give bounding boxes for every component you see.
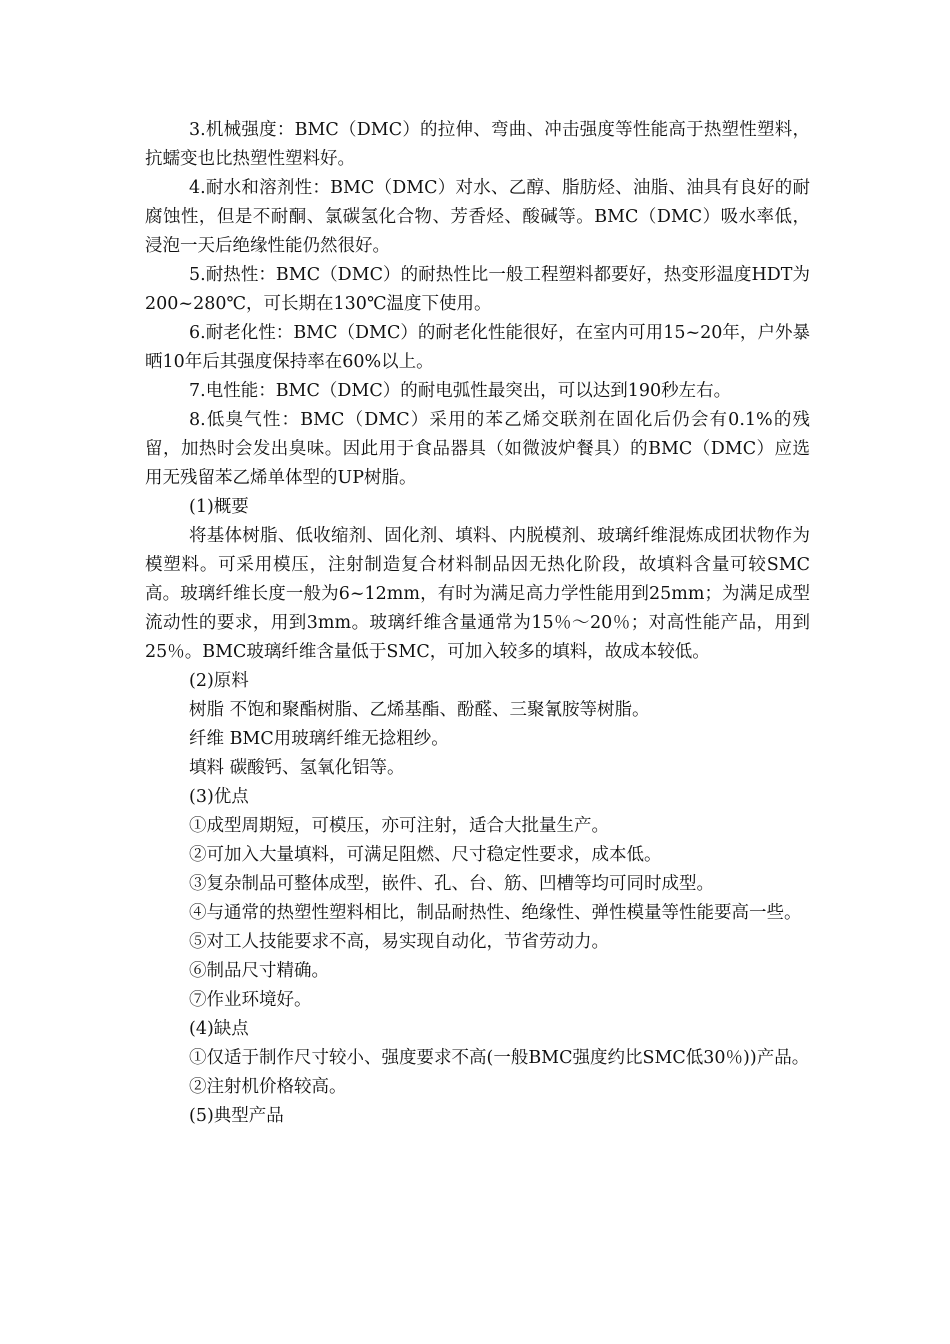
section-heading-typical-products: (5)典型产品	[189, 1106, 284, 1126]
paragraph-electrical-properties: 7.电性能：BMC（DMC）的耐电弧性最突出，可以达到190秒左右。	[189, 381, 732, 401]
section-heading-advantages: (3)优点	[189, 787, 249, 807]
list-item-resin: 树脂 不饱和聚酯树脂、乙烯基酯、酚醛、三聚氰胺等树脂。	[189, 700, 650, 720]
paragraph-mechanical-strength: 3.机械强度：BMC（DMC）的拉伸、弯曲、冲击强度等性能高于热塑性塑料，抗蠕变也比热塑性塑料好。	[145, 120, 810, 169]
paragraph-low-odor: 8.低臭气性：BMC（DMC）采用的苯乙烯交联剂在固化后仍会有0.1%的残留，加热时会发出臭味。因此用于食品器具（如微波炉餐具）的BMC（DMC）应选用无残留苯乙烯单体型的UP树脂。	[145, 410, 810, 488]
paragraph-aging-resistance: 6.耐老化性：BMC（DMC）的耐老化性能很好，在室内可用15~20年，户外暴晒10年后其强度保持率在60%以上。	[145, 323, 810, 372]
list-item-advantage-1: ①成型周期短，可模压，亦可注射，适合大批量生产。	[189, 816, 609, 836]
list-item-filler: 填料 碳酸钙、氢氧化铝等。	[189, 758, 405, 778]
list-item-fiber: 纤维 BMC用玻璃纤维无捻粗纱。	[189, 729, 449, 749]
paragraph-overview: 将基体树脂、低收缩剂、固化剂、填料、内脱模剂、玻璃纤维混炼成团状物作为模塑料。可采用模压，注射制造复合材料制品因无热化阶段，故填料含量可较SMC高。玻璃纤维长度一般为6~12mm，有时为满足高力学性能用到25mm；为满足成型流动性的要求，用到3mm。玻璃纤维含量通常为15％～20％；对高性能产品，用到25％。BMC玻璃纤维含量低于SMC，可加入较多的填料，故成本较低。	[145, 526, 810, 662]
paragraph-water-solvent-resistance: 4.耐水和溶剂性：BMC（DMC）对水、乙醇、脂肪烃、油脂、油具有良好的耐腐蚀性，但是不耐酮、氯碳氢化合物、芳香烃、酸碱等。BMC（DMC）吸水率低，浸泡一天后绝缘性能仍然很好。	[145, 178, 810, 256]
list-item-advantage-5: ⑤对工人技能要求不高，易实现自动化，节省劳动力。	[189, 932, 609, 952]
list-item-disadvantage-1: ①仅适于制作尺寸较小、强度要求不高(一般BMC强度约比SMC低30％))产品。	[189, 1048, 810, 1068]
list-item-advantage-2: ②可加入大量填料，可满足阻燃、尺寸稳定性要求，成本低。	[189, 845, 662, 865]
section-heading-materials: (2)原料	[189, 671, 249, 691]
list-item-advantage-4: ④与通常的热塑性塑料相比，制品耐热性、绝缘性、弹性模量等性能要高一些。	[189, 903, 802, 923]
paragraph-heat-resistance: 5.耐热性：BMC（DMC）的耐热性比一般工程塑料都要好，热变形温度HDT为200~280℃，可长期在130℃温度下使用。	[145, 265, 810, 314]
section-heading-disadvantages: (4)缺点	[189, 1019, 249, 1039]
document-body	[145, 116, 810, 1131]
list-item-advantage-3: ③复杂制品可整体成型，嵌件、孔、台、筋、凹槽等均可同时成型。	[189, 874, 714, 894]
list-item-disadvantage-2: ②注射机价格较高。	[189, 1077, 347, 1097]
section-heading-overview: (1)概要	[189, 497, 249, 517]
list-item-advantage-7: ⑦作业环境好。	[189, 990, 312, 1010]
list-item-advantage-6: ⑥制品尺寸精确。	[189, 961, 329, 981]
